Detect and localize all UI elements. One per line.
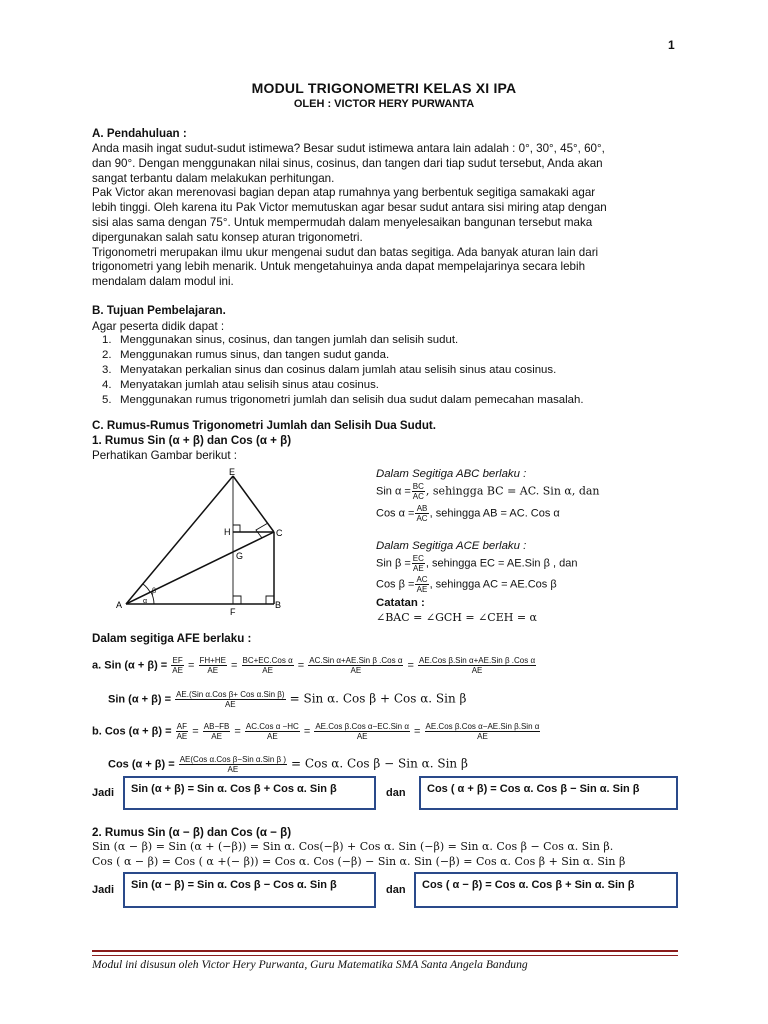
footer-rule-thin	[92, 955, 678, 956]
section-b-heading: B. Tujuan Pembelajaran.	[92, 304, 226, 317]
section-a-line: dan 90°. Dengan menggunakan nilai sinus, cosinus, dan tangen dari tiap sudut tersebut, Anda akan	[92, 156, 603, 170]
section-a-line: dipergunakan salah satu konsep aturan trigonometri.	[92, 230, 363, 244]
equation-a-result: Sin (α + β) = $\frac{\text{AE.(Sin α.Cos β+ Cos α.Sin β)}}{AE}$ = Sin α. Cos β + Cos α. Sin β	[108, 690, 467, 709]
angle-equality: ∠BAC = ∠GCH = ∠CEH = α	[376, 611, 537, 624]
section-a-heading: A. Pendahuluan :	[92, 127, 187, 140]
section-a-line: mendalam dalam modul ini.	[92, 275, 234, 289]
subsection-1-heading: 1. Rumus Sin (α + β) dan Cos (α + β)	[92, 434, 292, 447]
sin-difference-derivation: Sin (α − β) = Sin (α + (−β)) = Sin α. Cos(−β) + Cos α. Sin (−β) = Sin α. Cos β − Cos α. Sin β.	[92, 840, 614, 853]
label-alpha: α	[143, 598, 148, 605]
label-e: E	[229, 467, 236, 477]
abc-title: Dalam Segitiga ABC berlaku :	[376, 468, 527, 480]
section-a-line: sangat terbantu dalam melakukan perhitungan.	[92, 171, 335, 185]
label-beta: β	[152, 588, 157, 595]
section-c-heading: C. Rumus-Rumus Trigonometri Jumlah dan Selisih Dua Sudut.	[92, 419, 436, 432]
document-title: MODUL TRIGONOMETRI KELAS XI IPA	[251, 80, 517, 96]
segment-ac	[126, 532, 274, 604]
label-g: G	[236, 551, 244, 561]
section-a-line: sisi alas sama dengan 75°. Untuk mempermudah dalam menyelesaikan bangunan tersebut maka	[92, 215, 593, 229]
cos-difference-formula-box: Cos ( α − β) = Cos α. Cos β + Sin α. Sin β	[414, 872, 678, 908]
footer-text: Modul ini disusun oleh Victor Hery Purwanta, Guru Matematika SMA Santa Angela Bandung	[92, 958, 528, 971]
section-a-body	[92, 142, 682, 290]
author-line: OLEH : VICTOR HERY PURWANTA	[293, 98, 475, 110]
segment-ae	[126, 476, 233, 604]
section-a-line: Pak Victor akan merenovasi bagian depan atap rumahnya yang berbentuk segitiga samakaki agar	[92, 186, 596, 200]
sin-sum-formula-box: Sin (α + β) = Sin α. Cos β + Cos α. Sin β	[123, 776, 376, 810]
abc-sin-relation: Sin α = $\frac{BC}{AC}$ , sehingga BC = AC. Sin α, dan	[376, 482, 600, 501]
document-page: 1 MODUL TRIGONOMETRI KELAS XI IPA OLEH : VICTOR HERY PURWANTA A. Pendahuluan : Anda masih ingat sudut-sudut istimewa? Besar sudut istimewa antara lain adalah : 0°, 30°, 45°, 60°, dan 90°. Dengan menggunakan nilai sinus, cosinus, dan tangen dari tiap sudut tersebut, Anda akan sangat terbantu dalam melakukan perhitungan. Pak Victor akan merenovasi bagian depan atap rumahnya yang berbentuk segitiga samakaki agar lebih tinggi. Oleh karena itu Pak Victor memutuskan agar besar sudut antara sisi miring atap dengan sisi alas sama dengan 75°. Untuk mempermudah dalam menyelesaikan bangunan tersebut maka dipergunakan salah satu konsep aturan trigonometri. Trigonometri merupakan ilmu ukur mengenai sudut dan batas segitiga. Ada banyak aturan lain dari trigonometri yang lebih menarik. Untuk mengetahuinya anda dapat mempelajarinya secara lebih mendalam dalam modul ini. B. Tujuan Pembelajaran. Agar peserta didik dapat : 1. Menggunakan sinus, cosinus, dan tangen jumlah dan selisih sudut. 2. Menggunakan rumus sinus, dan tangen sudut ganda. 3. Menyatakan perkalian sinus dan cosinus dalam jumlah atau selisih sinus atau cosinus. 4. Menyatakan jumlah atau selisih sinus atau cosinus. 5. Menggunakan rumus trigonometri jumlah dan selisih dua sudut dalam pemecahan masalah. C. Rumus-Rumus Trigonometri Jumlah dan Selisih Dua Sudut. 1. Rumus Sin (α + β) dan Cos (α + β) Perhatikan Gambar berikut : E H C G A F B α β Dalam Segitiga ABC berlaku : Sin α = $\frac{BC}{AC}$ , sehingga BC = AC. Sin α, dan Cos α = $\frac{AB}{AC}$ , sehingga AB = AC. Cos α Dalam Segitiga ACE berlaku : Sin β = $\frac{EC}{AE}$ , sehingga EC = AE.Sin β , dan Cos β = $\frac{AC}{AE}$ , sehingga AC = AE.Cos β Catatan : ∠BAC = ∠GCH = ∠CEH = α Dalam segitiga AFE berlaku : a. Sin (α + β) = $\frac{EF}{AE}$ = $\frac{FH+HE}{AE}$ = $\frac{\text{BC+EC.Cos α}}{AE}$ = $\frac{\text{AC.Sin α+AE.Sin β .Cos α}}{AE}$ = $\frac{\text{AE.Cos β.Sin α+AE.Sin β .Cos α}}{AE}$ Sin (α + β) = $\frac{\text{AE.(Sin α.Cos β+ Cos α.Sin β)}}{AE}$ = Sin α. Cos β + Cos α. Sin β b. Cos (α + β) = $\frac{AF}{AE}$ = $\frac{AB-FB}{AE}$ = $\frac{\text{AC.Cos α −HC}}{AE}$ = $\frac{\text{AE.Cos β.Cos α−EC.Sin α}}{AE}$ = $\frac{\text{AE.Cos β.Cos α−AE.Sin β.Sin α}}{AE}$ Cos (α + β) = $\frac{\text{AE(Cos α.Cos β−Sin α.Sin β )}}{AE}$ = Cos α. Cos β − Sin α. Sin β Jadi Sin (α + β) = Sin α. Cos β + Cos α. Sin β dan Cos ( α + β) = Cos α. Cos β − Sin α. Sin β 2. Rumus Sin (α − β) dan Cos (α − β) Sin (α − β) = Sin (α + (−β)) = Sin α. Cos(−β) + Cos α. Sin (−β) = Sin α. Cos β − Cos α. Sin β. Cos ( α − β) = Cos ( α +(− β)) = Cos α. Cos (−β) − Sin α. Sin (−β) = Cos α. Cos β + Sin α. Sin β Jadi Sin (α − β) = Sin α. Cos β − Cos α. Sin β dan Cos ( α − β) = Cos α. Cos β + Sin α. Sin β Modul ini disusun oleh Victor Hery Purwanta, Guru Matematika SMA Santa Angela Bandung	[0, 0, 768, 1024]
see-figure-text: Perhatikan Gambar berikut :	[92, 449, 237, 462]
section-a-line: Anda masih ingat sudut-sudut istimewa? Besar sudut istimewa antara lain adalah : 0°, 30°, 45°, 60°,	[92, 142, 605, 155]
label-c: C	[276, 528, 283, 538]
subsection-2-heading: 2. Rumus Sin (α − β) dan Cos (α − β)	[92, 826, 292, 839]
cos-difference-derivation: Cos ( α − β) = Cos ( α +(− β)) = Cos α. Cos (−β) − Sin α. Sin (−β) = Cos α. Cos β + Sin α. Sin β	[92, 855, 626, 868]
right-angle-f	[233, 596, 241, 604]
dan-label: dan	[386, 787, 406, 799]
jadi-label-2: Jadi	[92, 884, 115, 896]
afe-heading: Dalam segitiga AFE berlaku :	[92, 632, 252, 645]
cos-sum-formula-box: Cos ( α + β) = Cos α. Cos β − Sin α. Sin β	[419, 776, 678, 810]
ace-cos-relation: Cos β = $\frac{AC}{AE}$ , sehingga AC = AE.Cos β	[376, 575, 557, 594]
label-h: H	[224, 527, 231, 537]
sin-difference-formula-box: Sin (α − β) = Sin α. Cos β − Cos α. Sin β	[123, 872, 376, 908]
equation-b: b. Cos (α + β) = $\frac{AF}{AE}$ = $\frac{AB-FB}{AE}$ = $\frac{\text{AC.Cos α −HC}}{AE}$ = $\frac{\text{AE.Cos β.Cos α−EC.Sin α}}{AE}$ = $\frac{\text{AE.Cos β.Cos α−AE.Sin β.Sin α}}{AE}$	[92, 722, 540, 741]
equation-b-result: Cos (α + β) = $\frac{\text{AE(Cos α.Cos β−Sin α.Sin β )}}{AE}$ = Cos α. Cos β − Sin α. Sin β	[108, 755, 468, 774]
section-a-line: trigonometri yang lebih menarik. Untuk mengetahuinya anda dapat mempelajarinya secara lebih	[92, 260, 586, 274]
ace-title: Dalam Segitiga ACE berlaku :	[376, 540, 527, 552]
section-b-intro: Agar peserta didik dapat :	[92, 320, 225, 333]
dan-label-2: dan	[386, 884, 406, 896]
label-f: F	[230, 607, 236, 616]
jadi-label: Jadi	[92, 787, 115, 799]
right-angle-b	[266, 596, 274, 604]
section-a-line: lebih tinggi. Oleh karena itu Pak Victor memutuskan agar besar sudut antara sisi miring atap dengan	[92, 201, 607, 215]
ace-sin-relation: Sin β = $\frac{EC}{AE}$ , sehingga EC = AE.Sin β , dan	[376, 554, 578, 573]
section-a-line: Trigonometri merupakan ilmu ukur mengenai sudut dan batas segitiga. Ada banyak aturan lain dari	[92, 245, 599, 259]
label-b: B	[275, 600, 282, 610]
page-number: 1	[668, 38, 675, 52]
equation-a: a. Sin (α + β) = $\frac{EF}{AE}$ = $\frac{FH+HE}{AE}$ = $\frac{\text{BC+EC.Cos α}}{AE}$ = $\frac{\text{AC.Sin α+AE.Sin β .Cos α}}{AE}$ = $\frac{\text{AE.Cos β.Sin α+AE.Sin β .Cos α}}{AE}$	[92, 656, 536, 675]
triangle-figure	[112, 466, 292, 616]
label-a: A	[116, 600, 123, 610]
footer-rule-thick	[92, 950, 678, 952]
right-angle-h	[233, 525, 240, 532]
abc-cos-relation: Cos α = $\frac{AB}{AC}$ , sehingga AB = AC. Cos α	[376, 504, 560, 523]
catatan-label: Catatan :	[376, 597, 425, 609]
angle-arc-beta	[143, 584, 150, 592]
